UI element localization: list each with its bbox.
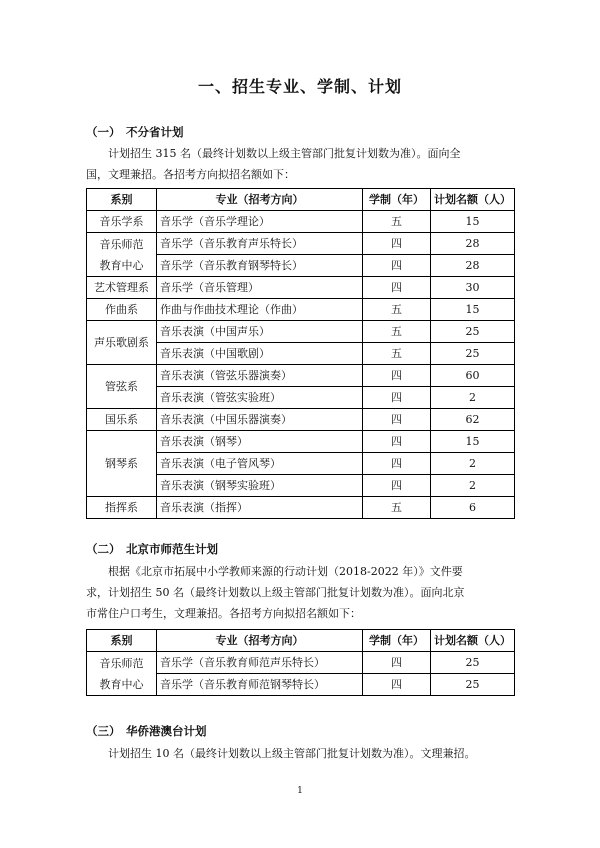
table-row	[87, 431, 515, 453]
header-quota: 计划名额（人）	[431, 630, 515, 652]
section-3-title: 华侨港澳台计划	[126, 724, 207, 738]
major-cell: 音乐表演（中国歌剧）	[157, 343, 363, 365]
years-cell: 四	[363, 674, 431, 696]
major-cell: 音乐表演（钢琴实验班）	[157, 475, 363, 497]
quota-cell: 2	[431, 453, 515, 475]
department-cell: 指挥系	[87, 497, 157, 519]
major-cell: 音乐表演（管弦实验班）	[157, 387, 363, 409]
years-cell: 四	[363, 409, 431, 431]
quota-cell: 25	[431, 321, 515, 343]
section-2-text-line-2: 求，计划招生 50 名（最终计划数以上级主管部门批复计划数为准）。面向北京	[86, 586, 465, 599]
quota-cell: 15	[431, 211, 515, 233]
major-cell: 音乐表演（中国乐器演奏）	[157, 409, 363, 431]
section-2-text-line-3: 市常住户口考生，文理兼招。各招考方向拟招名额如下：	[86, 607, 361, 620]
department-cell: 艺术管理系	[87, 277, 157, 299]
major-cell: 音乐表演（电子管风琴）	[157, 453, 363, 475]
page-number: 1	[297, 786, 303, 796]
years-cell: 四	[363, 277, 431, 299]
table-header-row	[87, 189, 515, 211]
table-row	[87, 233, 515, 255]
header-years: 学制（年）	[363, 189, 431, 211]
section-3-paragraph	[86, 743, 514, 764]
department-line-2: 教育中心	[99, 258, 144, 272]
department-cell: 作曲系	[87, 299, 157, 321]
years-cell: 四	[363, 431, 431, 453]
header-quota: 计划名额（人）	[431, 189, 515, 211]
years-cell: 四	[363, 255, 431, 277]
years-cell: 四	[363, 652, 431, 674]
table-row	[87, 211, 515, 233]
section-1-title: 不分省计划	[126, 125, 184, 139]
page-title: 一、招生专业、学制、计划	[197, 77, 402, 96]
quota-cell: 25	[431, 343, 515, 365]
years-cell: 四	[363, 475, 431, 497]
table-row	[87, 321, 515, 343]
quota-cell: 15	[431, 431, 515, 453]
section-1-paragraph	[86, 143, 514, 185]
quota-cell: 2	[431, 475, 515, 497]
table-header-row	[87, 630, 515, 652]
header-major: 专业（招考方向）	[157, 630, 363, 652]
quota-cell: 15	[431, 299, 515, 321]
department-cell	[87, 652, 157, 696]
major-cell: 音乐学（音乐教育师范声乐特长）	[157, 652, 363, 674]
table-row	[87, 277, 515, 299]
years-cell: 四	[363, 233, 431, 255]
quota-cell: 2	[431, 387, 515, 409]
major-cell: 音乐学（音乐教育师范钢琴特长）	[157, 674, 363, 696]
department-cell: 管弦系	[87, 365, 157, 409]
quota-cell: 25	[431, 652, 515, 674]
years-cell: 五	[363, 321, 431, 343]
department-line-2: 教育中心	[99, 677, 144, 691]
department-cell: 钢琴系	[87, 431, 157, 497]
years-cell: 五	[363, 299, 431, 321]
years-cell: 四	[363, 387, 431, 409]
table-row	[87, 409, 515, 431]
plan-table-2	[86, 629, 515, 696]
section-1-text-line-2: 国，文理兼招。各招考方向拟招名额如下：	[86, 168, 295, 181]
department-line-1: 音乐师范	[99, 237, 144, 251]
section-1-text-line-1: 计划招生 315 名（最终计划数以上级主管部门批复计划数为准）。面向全	[108, 147, 461, 160]
quota-cell: 62	[431, 409, 515, 431]
major-cell: 音乐学（音乐教育声乐特长）	[157, 233, 363, 255]
section-2-heading	[86, 541, 218, 557]
major-cell: 音乐表演（中国声乐）	[157, 321, 363, 343]
table-row	[87, 299, 515, 321]
quota-cell: 25	[431, 674, 515, 696]
department-cell: 国乐系	[87, 409, 157, 431]
section-2-number: （二）	[86, 542, 121, 556]
major-cell: 音乐学（音乐学理论）	[157, 211, 363, 233]
header-years: 学制（年）	[363, 630, 431, 652]
major-cell: 音乐表演（指挥）	[157, 497, 363, 519]
years-cell: 四	[363, 365, 431, 387]
table-row	[87, 652, 515, 674]
department-line-1: 音乐师范	[99, 656, 144, 670]
section-1-number: （一）	[86, 125, 121, 139]
major-cell: 音乐表演（钢琴）	[157, 431, 363, 453]
department-cell: 音乐学系	[87, 211, 157, 233]
section-2-title: 北京市师范生计划	[126, 542, 218, 556]
years-cell: 四	[363, 453, 431, 475]
major-cell: 音乐学（音乐教育钢琴特长）	[157, 255, 363, 277]
department-cell	[87, 233, 157, 277]
quota-cell: 6	[431, 497, 515, 519]
header-major: 专业（招考方向）	[157, 189, 363, 211]
quota-cell: 60	[431, 365, 515, 387]
major-cell: 音乐学（音乐管理）	[157, 277, 363, 299]
section-3-number: （三）	[86, 724, 121, 738]
quota-cell: 28	[431, 233, 515, 255]
section-2-paragraph	[86, 561, 514, 624]
years-cell: 五	[363, 211, 431, 233]
years-cell: 五	[363, 343, 431, 365]
header-department: 系别	[87, 630, 157, 652]
header-department: 系别	[87, 189, 157, 211]
major-cell: 作曲与作曲技术理论（作曲）	[157, 299, 363, 321]
quota-cell: 28	[431, 255, 515, 277]
section-3-heading	[86, 723, 207, 739]
table-row	[87, 365, 515, 387]
section-2-text-line-1: 根据《北京市拓展中小学教师来源的行动计划（2018-2022 年）》文件要	[108, 565, 463, 578]
section-1-heading	[86, 124, 184, 140]
plan-table-1	[86, 188, 515, 519]
quota-cell: 30	[431, 277, 515, 299]
years-cell: 五	[363, 497, 431, 519]
department-cell: 声乐歌剧系	[87, 321, 157, 365]
major-cell: 音乐表演（管弦乐器演奏）	[157, 365, 363, 387]
table-row	[87, 497, 515, 519]
section-3-text-line-1: 计划招生 10 名（最终计划数以上级主管部门批复计划数为准）。文理兼招。	[108, 747, 476, 760]
